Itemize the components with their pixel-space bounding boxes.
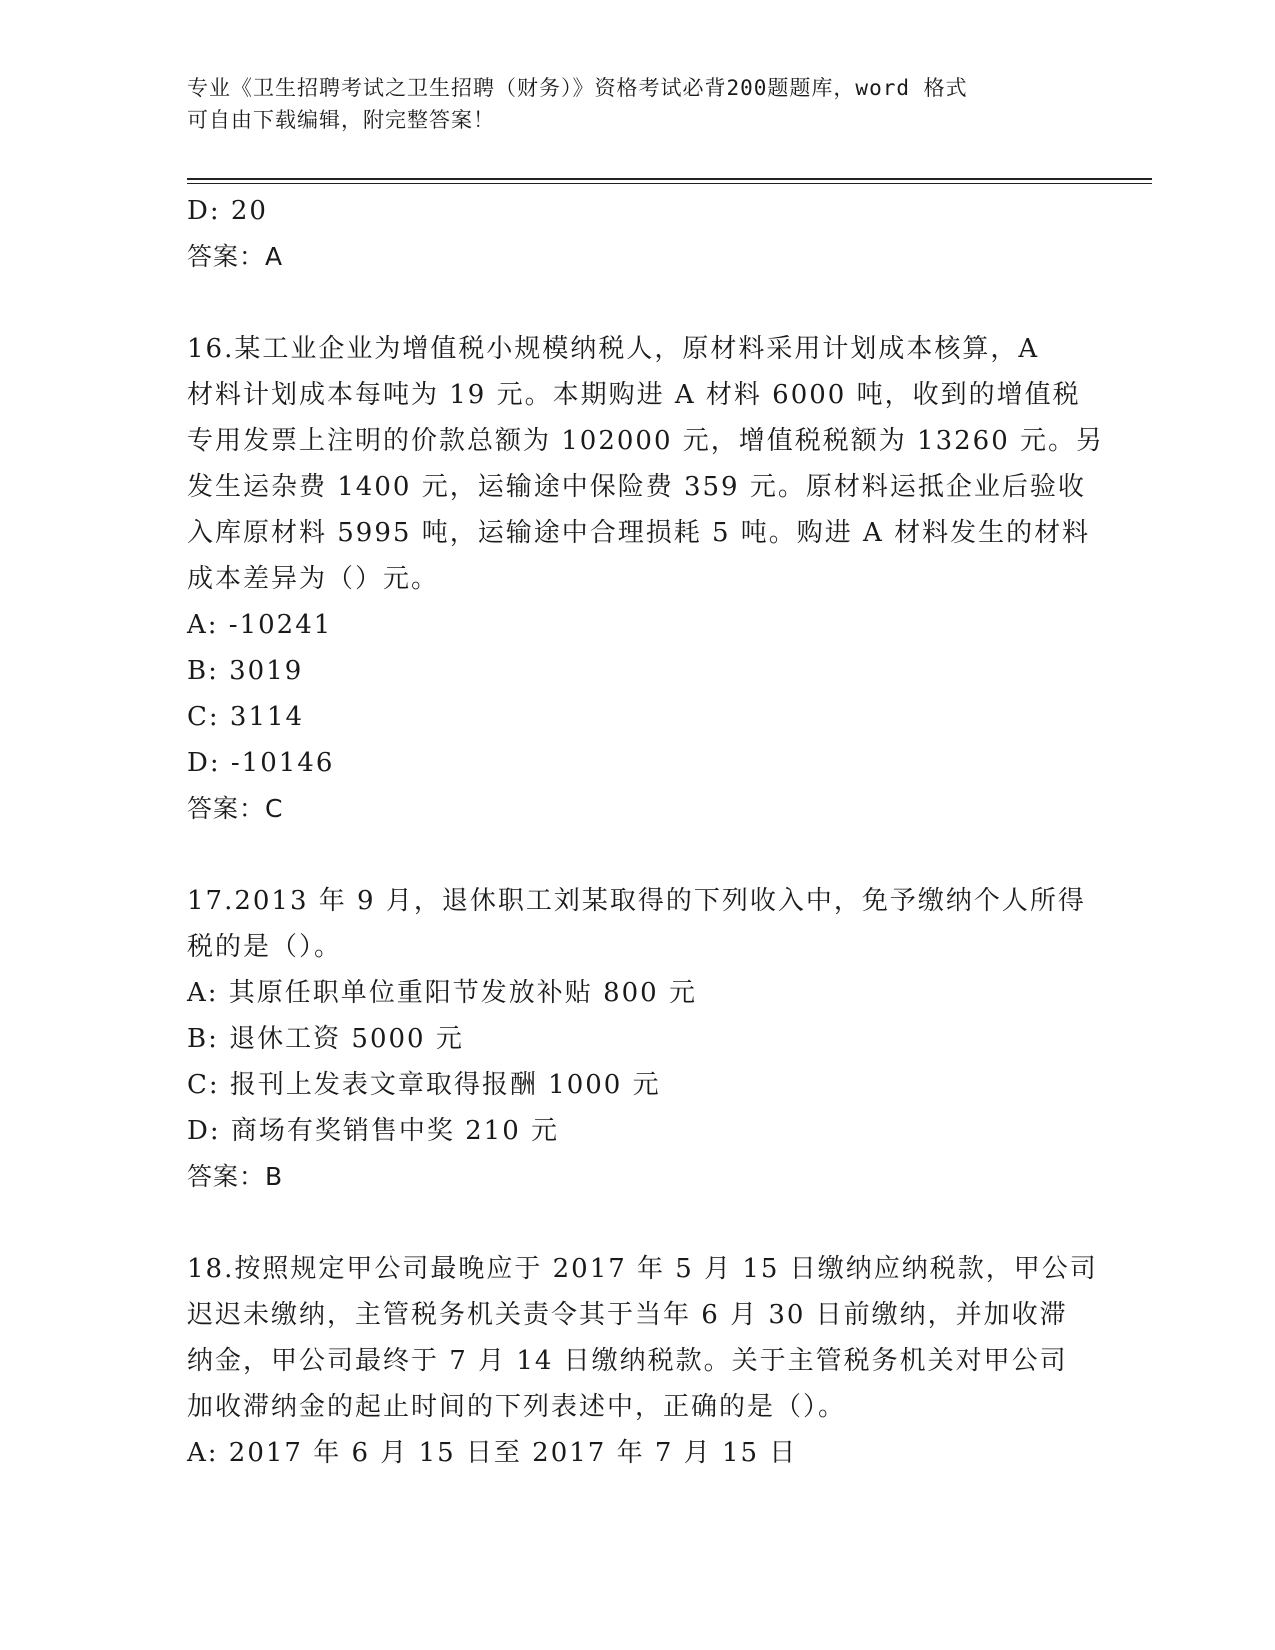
question-stem-line: 16.某工业企业为增值税小规模纳税人，原材料采用计划成本核算，A [187,334,1040,364]
question-16 [187,326,1105,832]
spacer [187,832,1087,878]
question-stem-line: 专用发票上注明的价款总额为 102000 元，增值税税额为 13260 元。另 [187,426,1105,456]
option-b: B: 3019 [187,656,304,686]
option-b: B: 退休工资 5000 元 [187,1024,464,1054]
question-stem-line: 18.按照规定甲公司最晚应于 2017 年 5 月 15 日缴纳应纳税款，甲公司 [187,1254,1098,1284]
header-title-line-1: 专业《卫生招聘考试之卫生招聘（财务）》资格考试必背200题题库，word 格式 [187,76,968,100]
document-body [187,188,1105,1476]
option-c: C: 报刊上发表文章取得报酬 1000 元 [187,1070,661,1100]
question-stem-line: 加收滞纳金的起止时间的下列表述中，正确的是（）。 [187,1392,847,1422]
option-c: C: 3114 [187,702,305,732]
answer-line: 答案：B [187,1162,284,1191]
previous-question-tail [187,188,1087,280]
question-stem-line: 入库原材料 5995 吨，运输途中合理损耗 5 吨。购进 A 材料发生的材料 [187,518,1091,548]
question-stem-line: 发生运杂费 1400 元，运输途中保险费 359 元。原材料运抵企业后验收 [187,472,1086,502]
spacer [187,280,1087,326]
question-stem-line: 迟迟未缴纳，主管税务机关责令其于当年 6 月 30 日前缴纳，并加收滞 [187,1300,1068,1330]
option-a: A: -10241 [187,610,333,640]
option-a: A: 其原任职单位重阳节发放补贴 800 元 [187,978,697,1008]
header-divider-thick [187,178,1152,180]
option-d: D: -10146 [187,748,335,778]
question-stem-line: 材料计划成本每吨为 19 元。本期购进 A 材料 6000 吨，收到的增值税 [187,380,1081,410]
header-title-line-2: 可自由下载编辑，附完整答案！ [187,108,495,132]
option-d: D: 20 [187,196,268,226]
option-d: D: 商场有奖销售中奖 210 元 [187,1116,560,1146]
document-header [187,72,1087,136]
question-17 [187,878,1087,1200]
question-stem-line: 成本差异为（）元。 [187,564,440,594]
header-divider-thin [187,183,1152,184]
question-stem-line: 纳金，甲公司最终于 7 月 14 日缴纳税款。关于主管税务机关对甲公司 [187,1346,1068,1376]
spacer [187,1200,1087,1246]
question-stem-line: 17.2013 年 9 月，退休职工刘某取得的下列收入中，免予缴纳个人所得 [187,886,1086,916]
answer-line: 答案：A [187,242,284,271]
answer-line: 答案：C [187,794,284,823]
question-stem-line: 税的是（）。 [187,932,343,962]
option-a: A: 2017 年 6 月 15 日至 2017 年 7 月 15 日 [187,1438,798,1468]
question-18 [187,1246,1098,1476]
